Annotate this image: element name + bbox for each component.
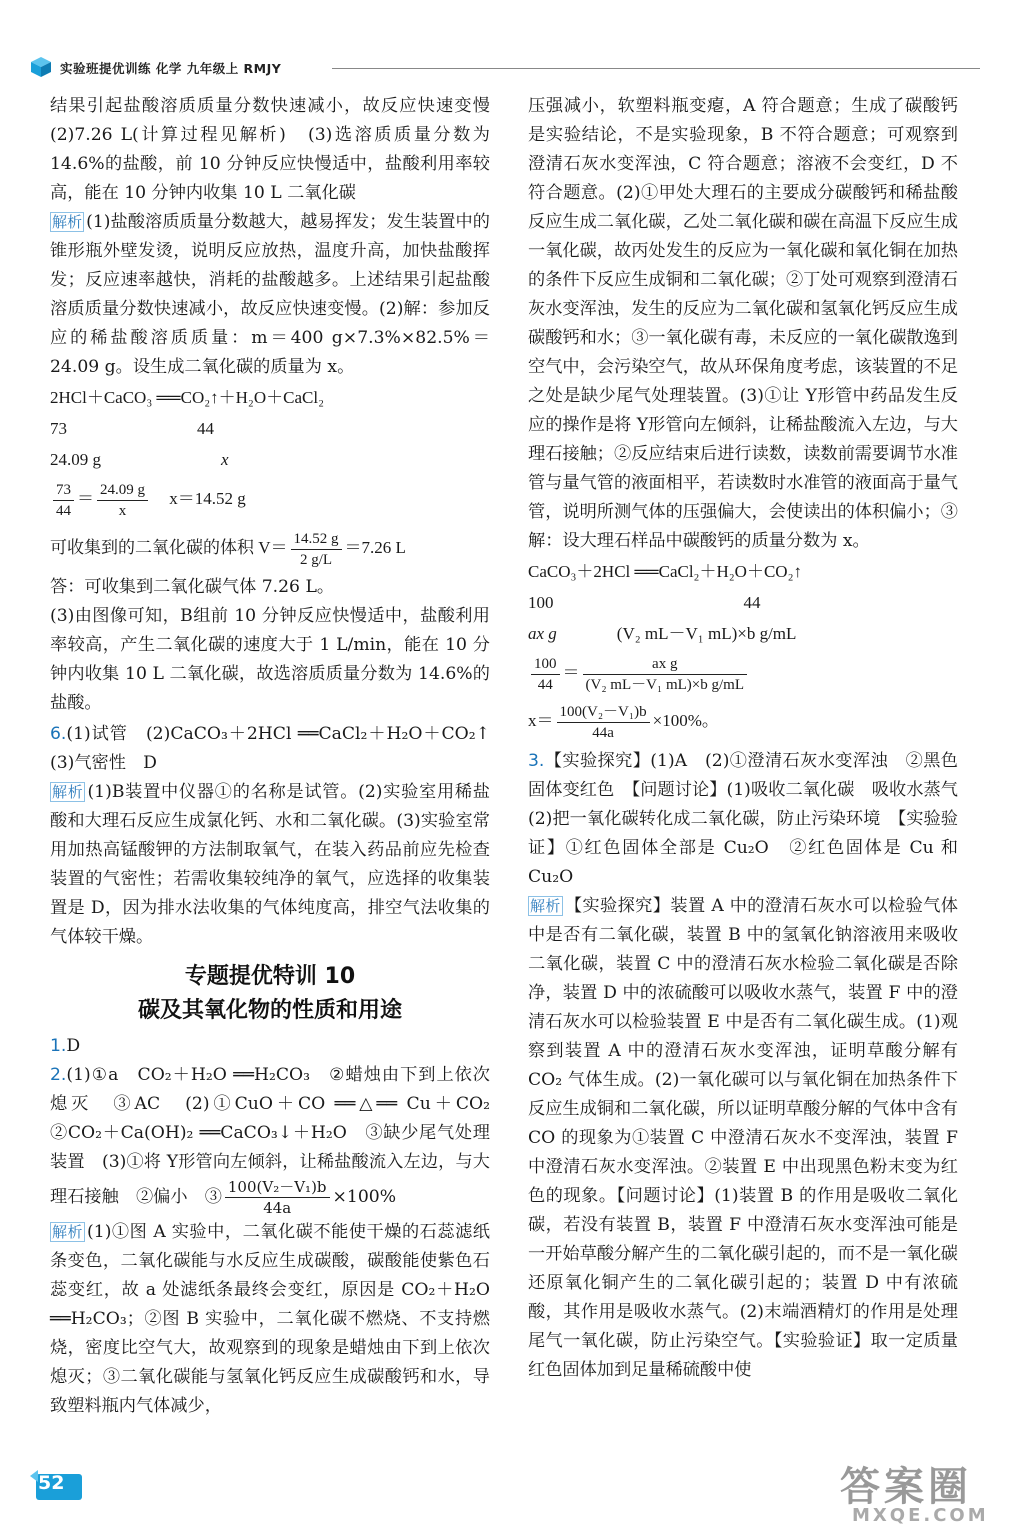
question-number: 6. <box>50 724 67 744</box>
proportion-2: $\frac{100}{44}$ ＝ $\frac{\text{ax g}}{\text{(V₂ mL－V₁ mL)×b g/mL}}$ <box>528 649 958 697</box>
question-number: 1. <box>50 1036 67 1056</box>
equation-2-ratio: 100 44 <box>528 593 761 612</box>
answer-5-text: 结果引起盐酸溶质质量分数快速减小，故反应快速变慢 (2)7.26 L(计算过程见解析) (3)选溶质质量分数为 14.6%的盐酸，前 10 分钟反应快慢适中，盐酸利用率较高，能在 10 分钟内收集 10 L 二氧化碳 <box>50 96 508 203</box>
left-column <box>50 92 508 1421</box>
question-number: 3. <box>528 751 545 771</box>
answer-5-part3: (3)由图像可知，B组前 10 分钟反应快慢适中，盐酸利用率较高，产生二氧化碳的速度大于 1 L/min，能在 10 分钟内收集 10 L 二氧化碳，故选溶质质量分数为 14.6%的盐酸。 <box>50 606 490 713</box>
fraction: $\frac{\text{ax g}}{\text{(V₂ mL－V₁ mL)×b g/mL}}$ <box>583 654 747 695</box>
question-number: 2. <box>50 1065 67 1085</box>
section-subtitle: 碳及其氧化物的性质和用途 <box>137 998 402 1023</box>
explanation-tag: 解析 <box>52 1223 84 1241</box>
fraction: $\frac{14.52 g}{2 g/L}$ <box>291 529 342 570</box>
fraction: $\frac{73}{44}$ <box>53 480 74 521</box>
section-heading <box>50 960 490 1028</box>
volume-calc: 可收集到的二氧化碳的体积 V＝ $\frac{14.52 g}{2 g/L}$ ＝7.26 L <box>50 530 406 568</box>
question-3-explanation: 解析 【实验探究】装置 A 中的澄清石灰水可以检验气体中是否有二氧化碳，装置 B 中的氢氧化钠溶液用来吸收二氧化碳，装置 C 中的澄清石灰水检验二氧化碳是否除净，装置 D 中的浓硫酸可以吸收水蒸气，装置 F 中的澄清石灰水可以检验装置 E 中是否有二氧化碳生成。(1)观察到装置 A 中的澄清石灰水变浑浊，证明草酸分解有 CO₂ 气体生成。(2)一氧化碳可以与氧化铜在加热条件下反应生成铜和二氧化碳，所以证明草酸分解的气体中含有 CO 的现象为①装置 C 中澄清石灰水不变浑浊，装置 F 中澄清石灰水变浑浊。②装置 E 中出现黑色粉末变为红色的现象。【问题讨论】(1)装置 B 的作用是吸收二氧化碳，若没有装置 B，装置 F 中澄清石灰水变浑浊可能是一开始草酸分解产生的二氧化碳引起的，而不是一氧化碳还原氧化铜产生的二氧化碳引起的；装置 D 中有浓硫酸，其作用是吸收水蒸气。(2)末端酒精灯的作用是处理尾气一氧化碳，防止污染空气。【实验验证】取一定质量红色固体加到足量稀硫酸中使 <box>528 896 958 1380</box>
mass-value: 24.09 g <box>50 450 101 469</box>
answer-5-explanation <box>50 208 490 382</box>
proportion-1: $\frac{73}{44}$ ＝ $\frac{24.09 g}{x}$ x＝14.52 g <box>50 475 490 523</box>
mass-value: x <box>221 450 229 469</box>
question-1: 1.D <box>50 1036 81 1056</box>
question-2-explanation-cont: 压强减小，软塑料瓶变瘪，A 符合题意；生成了碳酸钙是实验结论，不是实验现象，B 不符合题意；可观察到澄清石灰水变浑浊，C 符合题意；溶液不会变红，D 不符合题意。(2)①甲处大理石的主要成分碳酸钙和稀盐酸反应生成二氧化碳，乙处二氧化碳和碳在高温下反应生成一氧化碳，故丙处发生的反应为一氧化碳和氧化铜在加热的条件下反应生成铜和二氧化碳；②丁处可观察到澄清石灰水变浑浊，发生的反应为二氧化碳和氢氧化钙反应生成碳酸钙和水；③一氧化碳有毒，未反应的一氧化碳散逸到空气中，会污染空气，故从环保角度考虑，该装置的不足之处是缺少尾气处理装置。(3)①让 Y形管中药品发生反应的操作是将 Y形管向左倾斜，让稀盐酸流入左边，与大理石接触；②反应结束后进行读数，读数前需要调节水准管与量气管的液面相平，若读数时水准管的液面高于量气管，说明所测气体的压强偏大，会使读出的体积偏小；③解：设大理石样品中碳酸钙的质量分数为 x。 <box>528 96 958 551</box>
section-title: 专题提优特训 10 <box>184 964 356 989</box>
fraction: $\frac{\text{100(V₂－V₁)b}}{44a}$ <box>557 702 650 743</box>
equation-1-mass <box>50 444 490 475</box>
x-result: x＝ $\frac{\text{100(V₂－V₁)b}}{44a}$ ×100%。 <box>528 703 719 741</box>
header-divider <box>332 68 980 69</box>
equation-2: CaCO₃＋2HCl ══CaCl₂＋H₂O＋CO₂↑ <box>528 562 803 581</box>
page-number: 52 <box>38 1472 65 1494</box>
fraction: $\frac{\text{100(V₂－V₁)b}}{44a}$ <box>225 1177 330 1218</box>
watermark-url: MXQE.COM <box>852 1505 989 1526</box>
question-3: 3.【实验探究】(1)A (2)①澄清石灰水变浑浊 ②黑色固体变红色 【问题讨论】(1)吸收二氧化碳 吸收水蒸气 (2)把一氧化碳转化成二氧化碳，防止污染环境 【实验验证】①红色固体全部是 Cu₂O ②红色固体是 Cu 和 Cu₂O <box>528 751 976 887</box>
question-6-explanation: 解析 (1)B装置中仪器①的名称是试管。(2)实验室用稀盐酸和大理石反应生成氯化钙、水和二氧化碳。(3)实验室常用加热高锰酸钾的方法制取氧气，在装入药品前应先检查装置的气密性；若需收集较纯净的氧气，应选择的收集装置是 D，因为排水法收集的气体纯度高，排空气法收集的气体较干燥。 <box>50 782 490 947</box>
equation-1-ratio <box>50 413 490 444</box>
answer-statement: 答：可收集到二氧化碳气体 7.26 L。 <box>50 577 335 597</box>
explanation-tag: 解析 <box>530 897 561 915</box>
right-column <box>528 92 976 1385</box>
question-2: 2.(1)①a CO₂＋H₂O ══H₂CO₃ ②蜡烛由下到上依次熄灭 ③AC (2)①CuO＋CO ══△══ Cu＋CO₂ ②CO₂＋Ca(OH)₂ ══CaCO₃↓＋H₂O ③缺少尾气处理装置 (3)①将 Y形管向左倾斜，让稀盐酸流入左边，与大理石接触 ②偏小 ③ $\frac{\text{100(V₂－V₁)b}}{44a}$ ×100% <box>50 1065 508 1217</box>
ratio-value: 44 <box>197 419 214 438</box>
ratio-value: 73 <box>50 419 67 438</box>
fraction: $\frac{24.09 g}{x}$ <box>97 480 148 521</box>
explanation-tag: 解析 <box>52 213 83 231</box>
watermark-logo: 答案圈 <box>840 1464 972 1510</box>
result: x＝14.52 g <box>169 489 246 508</box>
explanation-text: (1)盐酸溶质质量分数越大，越易挥发；发生装置中的锥形瓶外壁发烫，说明反应放热，温度升高，加快盐酸挥发；反应速率越快，消耗的盐酸越多。上述结果引起盐酸溶质质量分数快速减小，故反应快速变慢。(2)解：参加反应的稀盐酸溶质质量：m＝400 g×7.3%×82.5%＝24.09 g。设生成二氧化碳的质量为 x。 <box>50 212 490 377</box>
header-title: 实验班提优训练 化学 九年级上 RMJY <box>60 61 282 76</box>
equation-1: 2HCl＋CaCO₃ ══CO₂↑＋H₂O＋CaCl₂ <box>50 388 325 407</box>
page-header <box>30 56 986 80</box>
book-logo-icon <box>30 56 52 78</box>
explanation-tag: 解析 <box>52 783 84 801</box>
equation-2-mass: ax g (V₂ mL－V₁ mL)×b g/mL <box>528 624 797 643</box>
question-6: 6.(1)试管 (2)CaCO₃＋2HCl ══CaCl₂＋H₂O＋CO₂↑ (3)气密性 D <box>50 724 508 773</box>
question-2-explanation: 解析 (1)①图 A 实验中，二氧化碳不能使干燥的石蕊滤纸条变色，二氧化碳能与水反应生成碳酸，碳酸能使紫色石蕊变红，故 a 处滤纸条最终会变红，原因是 CO₂＋H₂O ══H₂CO₃；②图 B 实验中，二氧化碳不燃烧、不支持燃烧，密度比空气大，故观察到的现象是蜡烛由下到上依次熄灭；③二氧化碳能与氢氧化钙反应生成碳酸钙和水，导致塑料瓶内气体减少， <box>50 1222 490 1416</box>
fraction: $\frac{100}{44}$ <box>531 654 560 695</box>
